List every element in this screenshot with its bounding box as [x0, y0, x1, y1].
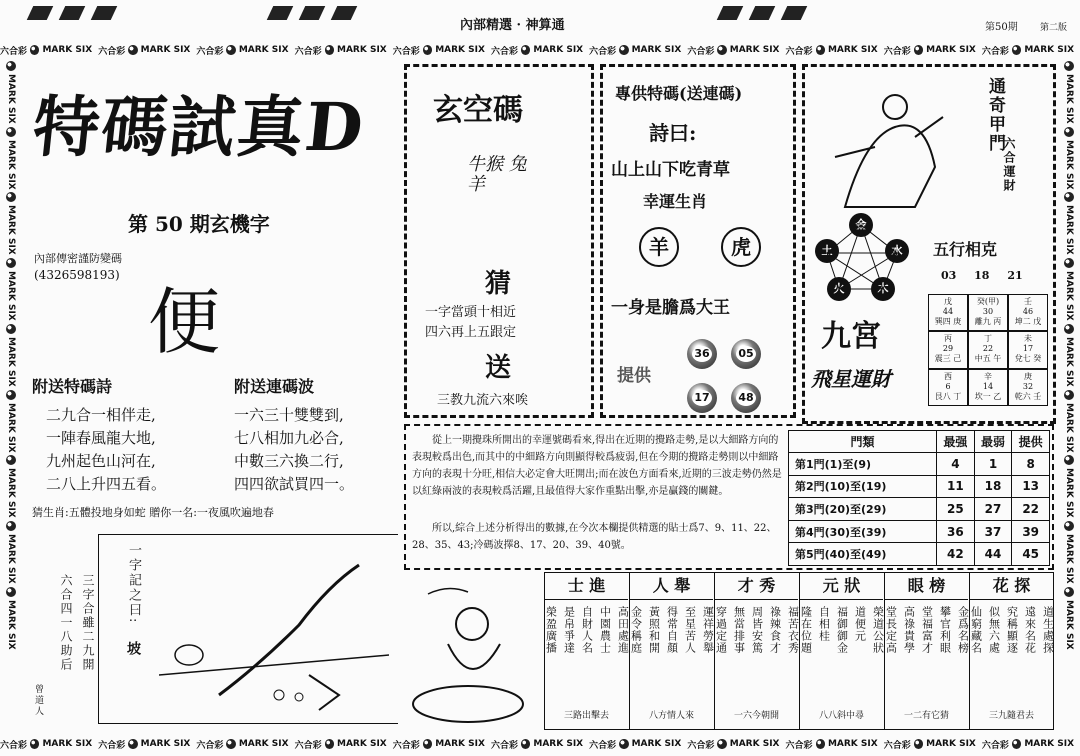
cartoon-illustration [159, 545, 389, 715]
palace-cell: 壬 46 坤二 戊 [1008, 294, 1048, 331]
category-verse: 自相桂 [817, 606, 831, 642]
category-body [970, 600, 1053, 708]
strip-brand: MARK SIX [1064, 271, 1074, 321]
category-head: 元 狀 [800, 572, 883, 600]
category-verse: 福苦衣秀 [786, 606, 800, 654]
xuankong-box [404, 64, 594, 418]
lottery-ball-icon [717, 739, 726, 749]
strip-brand-cn: 六合彩 [687, 46, 715, 56]
palace-cell: 丙 29 震三 己 [928, 331, 968, 368]
category-column [969, 572, 1053, 730]
deity-illustration [825, 77, 945, 217]
guess-label: 猜 [485, 269, 512, 299]
strip-brand-cn: 六合彩 [98, 740, 126, 750]
lottery-ball-icon [423, 739, 432, 749]
zodiac-guess: 猜生肖:五體投地身如蛇 贈你一名:一夜風吹遍地春 [32, 506, 274, 519]
hint-col-1: 三字合雖二九開 [81, 574, 95, 672]
category-verse: 至星苦人 [683, 606, 697, 654]
strip-brand: MARK SIX [1064, 139, 1074, 190]
lottery-ball-icon [6, 324, 16, 334]
strip-brand-cn: 六合彩 [785, 46, 813, 56]
table-cell: 37 [974, 520, 1012, 543]
strip-brand-cn: 六合彩 [883, 46, 911, 56]
strip-brand-cn: 六合彩 [490, 46, 518, 56]
table-cell: 13 [1012, 475, 1050, 498]
category-verse: 隆在位題 [799, 606, 813, 654]
category-verse: 堂福富才 [920, 606, 934, 654]
category-head: 士 進 [545, 572, 628, 600]
lottery-ball-icon [423, 45, 432, 55]
palace-cell: 丁 22 中五 午 [968, 331, 1008, 368]
lottery-ball-icon [1012, 45, 1021, 55]
mark-six-strip-right [1062, 58, 1076, 738]
lottery-ball-icon [325, 45, 334, 55]
element-water: 水 [885, 239, 909, 263]
gate-table [788, 430, 1050, 566]
wave-poem [234, 404, 354, 496]
category-verse: 自財人名 [580, 606, 594, 654]
category-verse: 遠來名花 [1023, 606, 1037, 654]
strip-brand-cn: 六合彩 [0, 46, 28, 56]
lottery-ball-icon [6, 61, 16, 71]
zodiac-sheep: 羊 [639, 227, 679, 267]
mark-six-strip-top [0, 44, 1080, 56]
wave-line: 四四欲試買四一。 [234, 475, 355, 493]
category-verse: 仙窮藏名 [969, 606, 983, 654]
lottery-ball-icon [6, 587, 16, 597]
table-header-row [789, 431, 1050, 453]
strip-brand: MARK SIX [6, 271, 16, 321]
palace-cell: 戊 44 巽四 庚 [928, 294, 968, 331]
nine-palace-title: 九宮 [821, 319, 881, 354]
wuxing-numbers: 03 18 21 [941, 269, 1023, 282]
category-verse: 福御御金 [835, 606, 849, 654]
qimen-side: 六合運財 [1002, 137, 1016, 193]
strip-brand: MARK SIX [6, 402, 16, 453]
category-verse: 周皆安篤 [750, 606, 764, 654]
palace-cell: 未 17 兌七 癸 [1008, 331, 1048, 368]
lottery-ball-icon [619, 739, 628, 749]
riddle-line: 四六再上五跟定 [425, 325, 517, 340]
strip-brand-cn: 六合彩 [687, 740, 715, 750]
lottery-ball-icon [6, 127, 16, 137]
nine-palace-grid [928, 294, 1048, 406]
strip-brand-cn: 六合彩 [196, 46, 224, 56]
strip-brand: MARK SIX [435, 739, 485, 749]
table-cell: 第1門(1)至(9) [789, 453, 937, 476]
secret-code: (4326598193) [34, 268, 120, 282]
category-verse: 攀官利眼 [938, 606, 952, 654]
category-verse: 得常自顏 [665, 606, 679, 654]
strip-brand: MARK SIX [6, 599, 16, 650]
header-decoration [720, 6, 804, 20]
category-column [714, 572, 798, 730]
category-verse: 榮盈廣播 [544, 606, 558, 654]
element-earth: 土 [815, 239, 839, 263]
lottery-ball-icon [6, 192, 16, 202]
category-foot: 八方情人來 [648, 711, 694, 721]
category-foot: 一六今朝開 [733, 711, 779, 721]
left-column [28, 64, 398, 728]
strip-brand: MARK SIX [926, 45, 976, 55]
category-verse: 道生處探 [1041, 606, 1055, 654]
category-foot: 三路出擊去 [563, 711, 609, 721]
strip-brand: MARK SIX [238, 45, 289, 55]
strip-brand: MARK SIX [435, 45, 485, 55]
lottery-ball-icon [521, 45, 530, 55]
strip-brand: MARK SIX [1064, 534, 1074, 584]
lottery-ball-icon [1064, 455, 1074, 465]
page-header [0, 0, 1080, 38]
category-verse: 似無六處 [987, 606, 1001, 654]
lottery-ball-icon [6, 258, 16, 268]
strip-brand: MARK SIX [1064, 336, 1074, 387]
table-cell: 11 [937, 475, 975, 498]
strip-brand: MARK SIX [631, 45, 682, 55]
lottery-ball-icon [6, 390, 16, 400]
wave-line: 七八相加九必合, [234, 429, 344, 447]
number-ball: 36 [687, 339, 717, 369]
strip-brand: MARK SIX [6, 139, 16, 190]
lottery-ball-icon [717, 45, 726, 55]
issue-title: 第 50 期玄機字 [128, 212, 270, 236]
strip-brand: MARK SIX [1024, 45, 1075, 55]
table-cell: 42 [937, 543, 975, 566]
category-head: 才 秀 [715, 572, 798, 600]
special-title: 專供特碼(送連碼) [615, 84, 743, 103]
strip-brand: MARK SIX [1064, 205, 1074, 256]
lottery-ball-icon [30, 739, 39, 749]
strip-brand-cn: 六合彩 [785, 740, 813, 750]
header-title: 內部精選 · 神算通 [460, 18, 565, 33]
lottery-ball-icon [6, 521, 16, 531]
table-row [789, 475, 1050, 498]
strip-brand: MARK SIX [1064, 468, 1074, 519]
mystery-character: 便 [148, 280, 221, 364]
table-row [789, 498, 1050, 521]
strip-brand: MARK SIX [6, 336, 16, 387]
category-body [715, 600, 798, 708]
category-verse: 祿辣食才 [768, 606, 782, 654]
strip-brand-cn: 六合彩 [883, 740, 911, 750]
table-cell: 25 [937, 498, 975, 521]
table-cell: 44 [974, 543, 1012, 566]
strip-brand-cn: 六合彩 [589, 46, 617, 56]
lottery-ball-icon [1064, 521, 1074, 531]
header-decoration [30, 6, 114, 20]
mark-six-strip-left [4, 58, 18, 738]
wave-title: 附送連碼波 [234, 377, 315, 396]
table-row [789, 453, 1050, 476]
strip-brand: MARK SIX [827, 45, 878, 55]
category-body [545, 600, 628, 708]
category-verse: 榮道公狀 [871, 606, 885, 654]
category-verse: 是帛爭達 [562, 606, 576, 654]
motto: 一身是膽爲大王 [611, 298, 730, 318]
analysis-paragraph-2: 所以,綜合上述分析得出的數據,在今次本欄提供精選的貼士爲7、9、11、22、28、35、43;冷碼波擇8、17、20、39、40號。 [412, 523, 777, 551]
lottery-ball-icon [1064, 258, 1074, 268]
element-metal: 金 [849, 213, 873, 237]
table-cell: 27 [974, 498, 1012, 521]
strip-brand: MARK SIX [337, 45, 387, 55]
analysis-paragraph-1: 從上一期攪珠所開出的幸運號碼看來,得出在近期的攪路走勢,是以大細路方向的表現較爲出色,而其中的中細路方向則顯得較爲疲弱,但在今期的攪路走勢則以中細路方向的表現十分旺,相信大必定會大旺開出;而在波色方面看來,近期的三波走勢仍然是以紅綠兩波的表現較爲活躍,且最值得大家作重點出擊,亦是贏錢的關鍵。 [412, 435, 782, 497]
category-verse: 道便元 [853, 606, 867, 642]
table-cell: 8 [1012, 453, 1050, 476]
category-body [885, 600, 968, 708]
wuxing-title: 五行相克 [933, 240, 998, 259]
poem-line: 二八上升四五看。 [46, 475, 167, 493]
saying-answer: 坡 [125, 641, 141, 657]
table-header: 最弱 [974, 431, 1012, 453]
strip-brand: MARK SIX [729, 45, 780, 55]
category-verse: 高祿貴學 [902, 606, 916, 654]
category-body [800, 600, 883, 708]
strip-brand: MARK SIX [6, 468, 16, 519]
poem-line: 山上山下吃青草 [611, 160, 730, 180]
category-column [544, 572, 628, 730]
category-column [629, 572, 713, 730]
category-head: 花 探 [970, 572, 1053, 600]
category-foot: 一二有它猜 [903, 711, 949, 721]
strip-brand: MARK SIX [533, 739, 584, 749]
category-verse: 中園農士 [598, 606, 612, 654]
xuankong-scrawl: 牛猴 兔羊 [467, 154, 527, 195]
lottery-ball-icon [128, 45, 137, 55]
table-cell: 18 [974, 475, 1012, 498]
strip-brand: MARK SIX [533, 45, 584, 55]
number-ball: 48 [731, 383, 761, 413]
lottery-ball-icon [816, 739, 825, 749]
category-verse: 高田處進 [616, 606, 630, 654]
lottery-ball-icon [914, 739, 923, 749]
strip-brand: MARK SIX [140, 739, 191, 749]
lottery-ball-icon [619, 45, 628, 55]
edition-label: 第二版 [1040, 23, 1068, 33]
strip-brand: MARK SIX [238, 739, 289, 749]
strip-brand-cn: 六合彩 [490, 740, 518, 750]
strip-brand-cn: 六合彩 [981, 740, 1009, 750]
table-row [789, 520, 1050, 543]
secret-note: 內部傳密謹防變碼 [34, 252, 122, 265]
strip-brand: MARK SIX [1064, 599, 1074, 650]
palace-cell: 癸(甲) 30 離九 丙 [968, 294, 1008, 331]
hint-col-2: 六合四一八助后 [59, 574, 73, 672]
strip-brand: MARK SIX [140, 45, 191, 55]
category-verse: 金令稱庭 [629, 606, 643, 654]
category-verse: 穿過定通 [714, 606, 728, 654]
table-cell: 第5門(40)至(49) [789, 543, 937, 566]
palace-cell: 西 6 艮八 丁 [928, 369, 968, 406]
table-cell: 1 [974, 453, 1012, 476]
poem-title: 附送特碼詩 [32, 377, 113, 396]
palace-cell: 庚 32 乾六 壬 [1008, 369, 1048, 406]
table-cell: 4 [937, 453, 975, 476]
zodiac-tiger: 虎 [721, 227, 761, 267]
table-cell: 第3門(20)至(29) [789, 498, 937, 521]
saying-line: 一字記之曰: [126, 543, 141, 625]
palace-cell: 辛 14 坎一 乙 [968, 369, 1008, 406]
strip-brand: MARK SIX [6, 74, 16, 124]
category-body [630, 600, 713, 708]
special-code-box [600, 64, 796, 418]
wave-line: 中數三六換二行, [234, 452, 344, 470]
table-header: 門類 [789, 431, 937, 453]
strip-brand: MARK SIX [6, 205, 16, 256]
strip-brand: MARK SIX [729, 739, 780, 749]
lottery-ball-icon [1064, 587, 1074, 597]
flying-star-title: 飛星運財 [811, 367, 891, 391]
strip-brand: MARK SIX [631, 739, 682, 749]
strip-brand: MARK SIX [1064, 402, 1074, 453]
strip-brand-cn: 六合彩 [98, 46, 126, 56]
element-wood: 木 [871, 277, 895, 301]
qimen-title: 通奇甲門 [985, 77, 1005, 153]
table-cell: 第4門(30)至(39) [789, 520, 937, 543]
category-head: 人 舉 [630, 572, 713, 600]
riddle-line: 一字當頭十相近 [425, 305, 517, 320]
strip-brand: MARK SIX [1064, 74, 1074, 124]
wave-line: 一六三十雙雙到, [234, 406, 344, 424]
table-row [789, 543, 1050, 566]
lottery-ball-icon [914, 45, 923, 55]
lottery-ball-icon [1064, 61, 1074, 71]
table-cell: 45 [1012, 543, 1050, 566]
send-line: 三教九流六來唉 [437, 393, 529, 408]
table-cell: 22 [1012, 498, 1050, 521]
poem-label: 詩曰: [649, 121, 697, 145]
category-verse: 無當排事 [732, 606, 746, 654]
table-cell: 第2門(10)至(19) [789, 475, 937, 498]
lottery-ball-icon [325, 739, 334, 749]
strip-brand-cn: 六合彩 [392, 46, 420, 56]
lottery-ball-icon [1064, 127, 1074, 137]
category-foot: 三九隨君去 [988, 711, 1034, 721]
lottery-ball-icon [1064, 390, 1074, 400]
strip-brand-cn: 六合彩 [981, 46, 1009, 56]
strip-brand: MARK SIX [42, 45, 93, 55]
mark-six-strip-bottom [0, 738, 1080, 750]
category-verse: 黃照和開 [647, 606, 661, 654]
riddle [425, 303, 516, 343]
xuankong-title: 玄空碼 [433, 93, 523, 128]
issue-number: 第50期 [985, 22, 1018, 33]
send-label: 送 [485, 353, 512, 383]
strip-brand: MARK SIX [926, 739, 976, 749]
poem-line: 九州起色山河在, [46, 452, 156, 470]
special-poem [46, 404, 166, 496]
lottery-ball-icon [128, 739, 137, 749]
strip-brand-cn: 六合彩 [196, 740, 224, 750]
category-verse: 究稱顯逐 [1005, 606, 1019, 654]
cartoon-box [98, 534, 398, 724]
strip-brand: MARK SIX [42, 739, 93, 749]
category-head: 眼 榜 [885, 572, 968, 600]
strip-brand: MARK SIX [1024, 739, 1075, 749]
main-title: 特碼試真D [29, 88, 369, 166]
artist-signature: 曾道人 [33, 684, 43, 717]
strip-brand-cn: 六合彩 [0, 740, 28, 750]
lottery-ball-icon [1064, 192, 1074, 202]
strip-brand: MARK SIX [337, 739, 387, 749]
category-foot: 八八斜中尋 [818, 711, 864, 721]
table-header: 提供 [1012, 431, 1050, 453]
number-ball: 17 [687, 383, 717, 413]
lottery-ball-icon [30, 45, 39, 55]
lottery-ball-icon [1012, 739, 1021, 749]
strip-brand: MARK SIX [6, 534, 16, 584]
provide-label: 提供 [617, 366, 651, 386]
lottery-ball-icon [6, 455, 16, 465]
lottery-ball-icon [1064, 324, 1074, 334]
header-decoration [270, 6, 354, 20]
lottery-ball-icon [816, 45, 825, 55]
strip-brand-cn: 六合彩 [294, 740, 322, 750]
category-verse: 堂長定高 [884, 606, 898, 654]
strip-brand-cn: 六合彩 [294, 46, 322, 56]
lottery-ball-icon [521, 739, 530, 749]
category-verse: 運祥勞舉 [701, 606, 715, 654]
category-column [884, 572, 968, 730]
lottery-ball-icon [226, 739, 235, 749]
element-fire: 火 [827, 277, 851, 301]
sage-illustration [408, 574, 538, 730]
poem-line: 一陣春風龍大地, [46, 429, 156, 447]
lottery-ball-icon [226, 45, 235, 55]
strip-brand-cn: 六合彩 [589, 740, 617, 750]
poem-line: 二九合一相伴走, [46, 406, 156, 424]
category-verse: 金爲名榜 [956, 606, 970, 654]
number-ball: 05 [731, 339, 761, 369]
lucky-zodiac-label: 幸運生肖 [643, 192, 708, 211]
table-cell: 39 [1012, 520, 1050, 543]
strip-brand: MARK SIX [827, 739, 878, 749]
table-header: 最强 [937, 431, 975, 453]
table-cell: 36 [937, 520, 975, 543]
category-column [799, 572, 883, 730]
strip-brand-cn: 六合彩 [392, 740, 420, 750]
